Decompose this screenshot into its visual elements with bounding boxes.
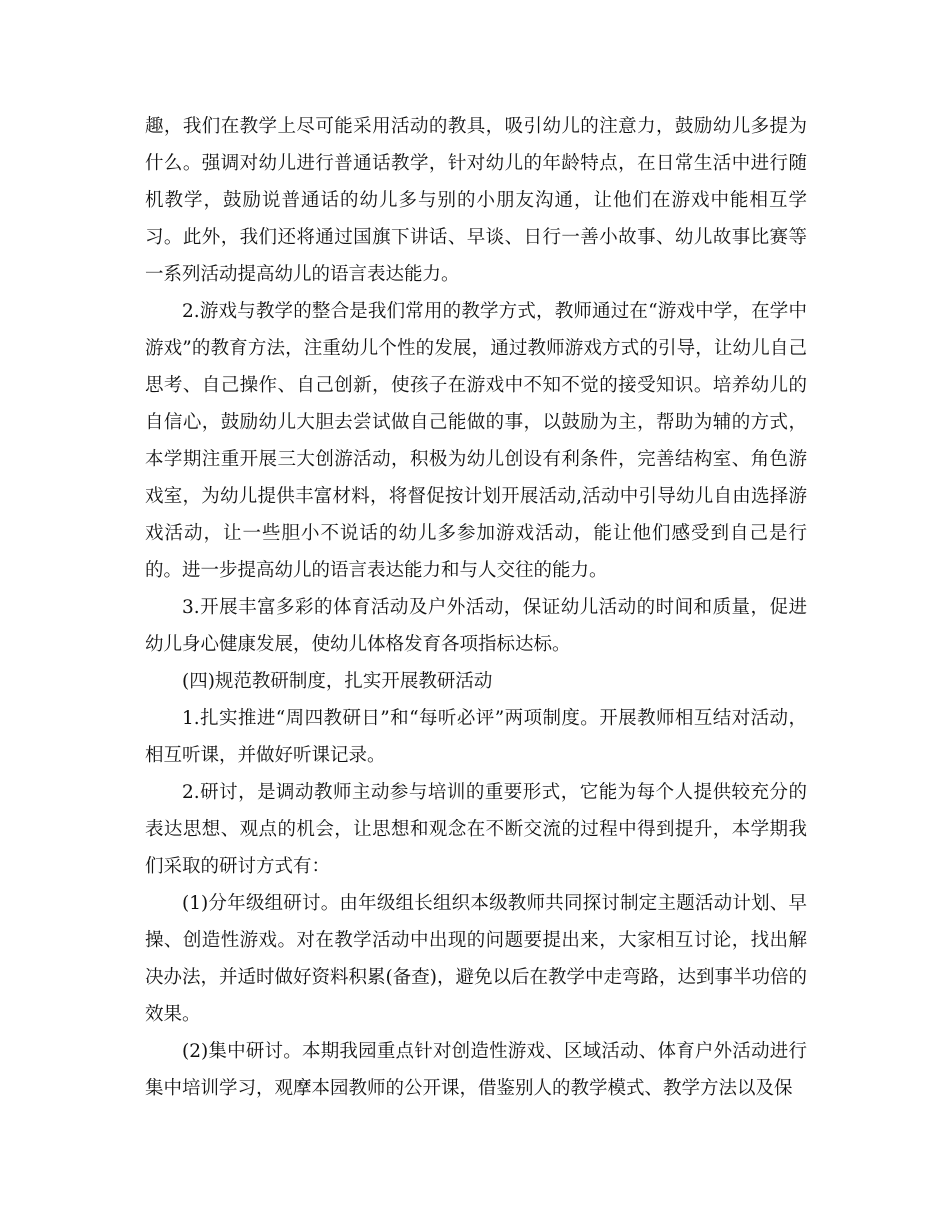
paragraph-7: (2)集中研讨。本期我园重点针对创造性游戏、区域活动、体育户外活动进行集中培训学习，观摩本园教师的公开课，借鉴别人的教学模式、教学方法以及保: [145, 1041, 807, 1099]
paragraph-6: (1)分年级组研讨。由年级组长组织本级教师共同探讨制定主题活动计划、早操、创造性游戏。对在教学活动中出现的问题要提出来，大家相互讨论，找出解决办法，并适时做好资料积累(备查)，避免以后在教学中走弯路，达到事半功倍的效果。: [145, 893, 807, 1025]
paragraph-4: 1.扎实推进“周四教研日”和“每听必评”两项制度。开展教师相互结对活动，相互听课，并做好听课记录。: [145, 708, 807, 766]
paragraph-5: 2.研讨，是调动教师主动参与培训的重要形式，它能为每个人提供较充分的表达思想、观点的机会，让思想和观念在不断交流的过程中得到提升，本学期我们采取的研讨方式有：: [145, 782, 807, 877]
document-body: [145, 108, 807, 1107]
paragraph-3: 3.开展丰富多彩的体育活动及户外活动，保证幼儿活动的时间和质量，促进幼儿身心健康发展，使幼儿体格发育各项指标达标。: [145, 597, 807, 655]
paragraph-1: 趣，我们在教学上尽可能采用活动的教具，吸引幼儿的注意力，鼓励幼儿多提为什么。强调对幼儿进行普通话教学，针对幼儿的年龄特点，在日常生活中进行随机教学，鼓励说普通话的幼儿多与别的小朋友沟通，让他们在游戏中能相互学习。此外，我们还将通过国旗下讲话、早谈、日行一善小故事、幼儿故事比赛等一系列活动提高幼儿的语言表达能力。: [145, 116, 807, 285]
paragraph-2: 2.游戏与教学的整合是我们常用的教学方式，教师通过在“游戏中学，在学中游戏”的教育方法，注重幼儿个性的发展，通过教师游戏方式的引导，让幼儿自己思考、自己操作、自己创新，使孩子在游戏中不知不觉的接受知识。培养幼儿的自信心，鼓励幼儿大胆去尝试做自己能做的事，以鼓励为主，帮助为辅的方式，本学期注重开展三大创游活动，积极为幼儿创设有利条件，完善结构室、角色游戏室，为幼儿提供丰富材料，将督促按计划开展活动,活动中引导幼儿自由选择游戏活动，让一些胆小不说话的幼儿多参加游戏活动，能让他们感受到自己是行的。进一步提高幼儿的语言表达能力和与人交往的能力。: [145, 301, 807, 581]
section-heading: (四)规范教研制度，扎实开展教研活动: [182, 671, 493, 692]
